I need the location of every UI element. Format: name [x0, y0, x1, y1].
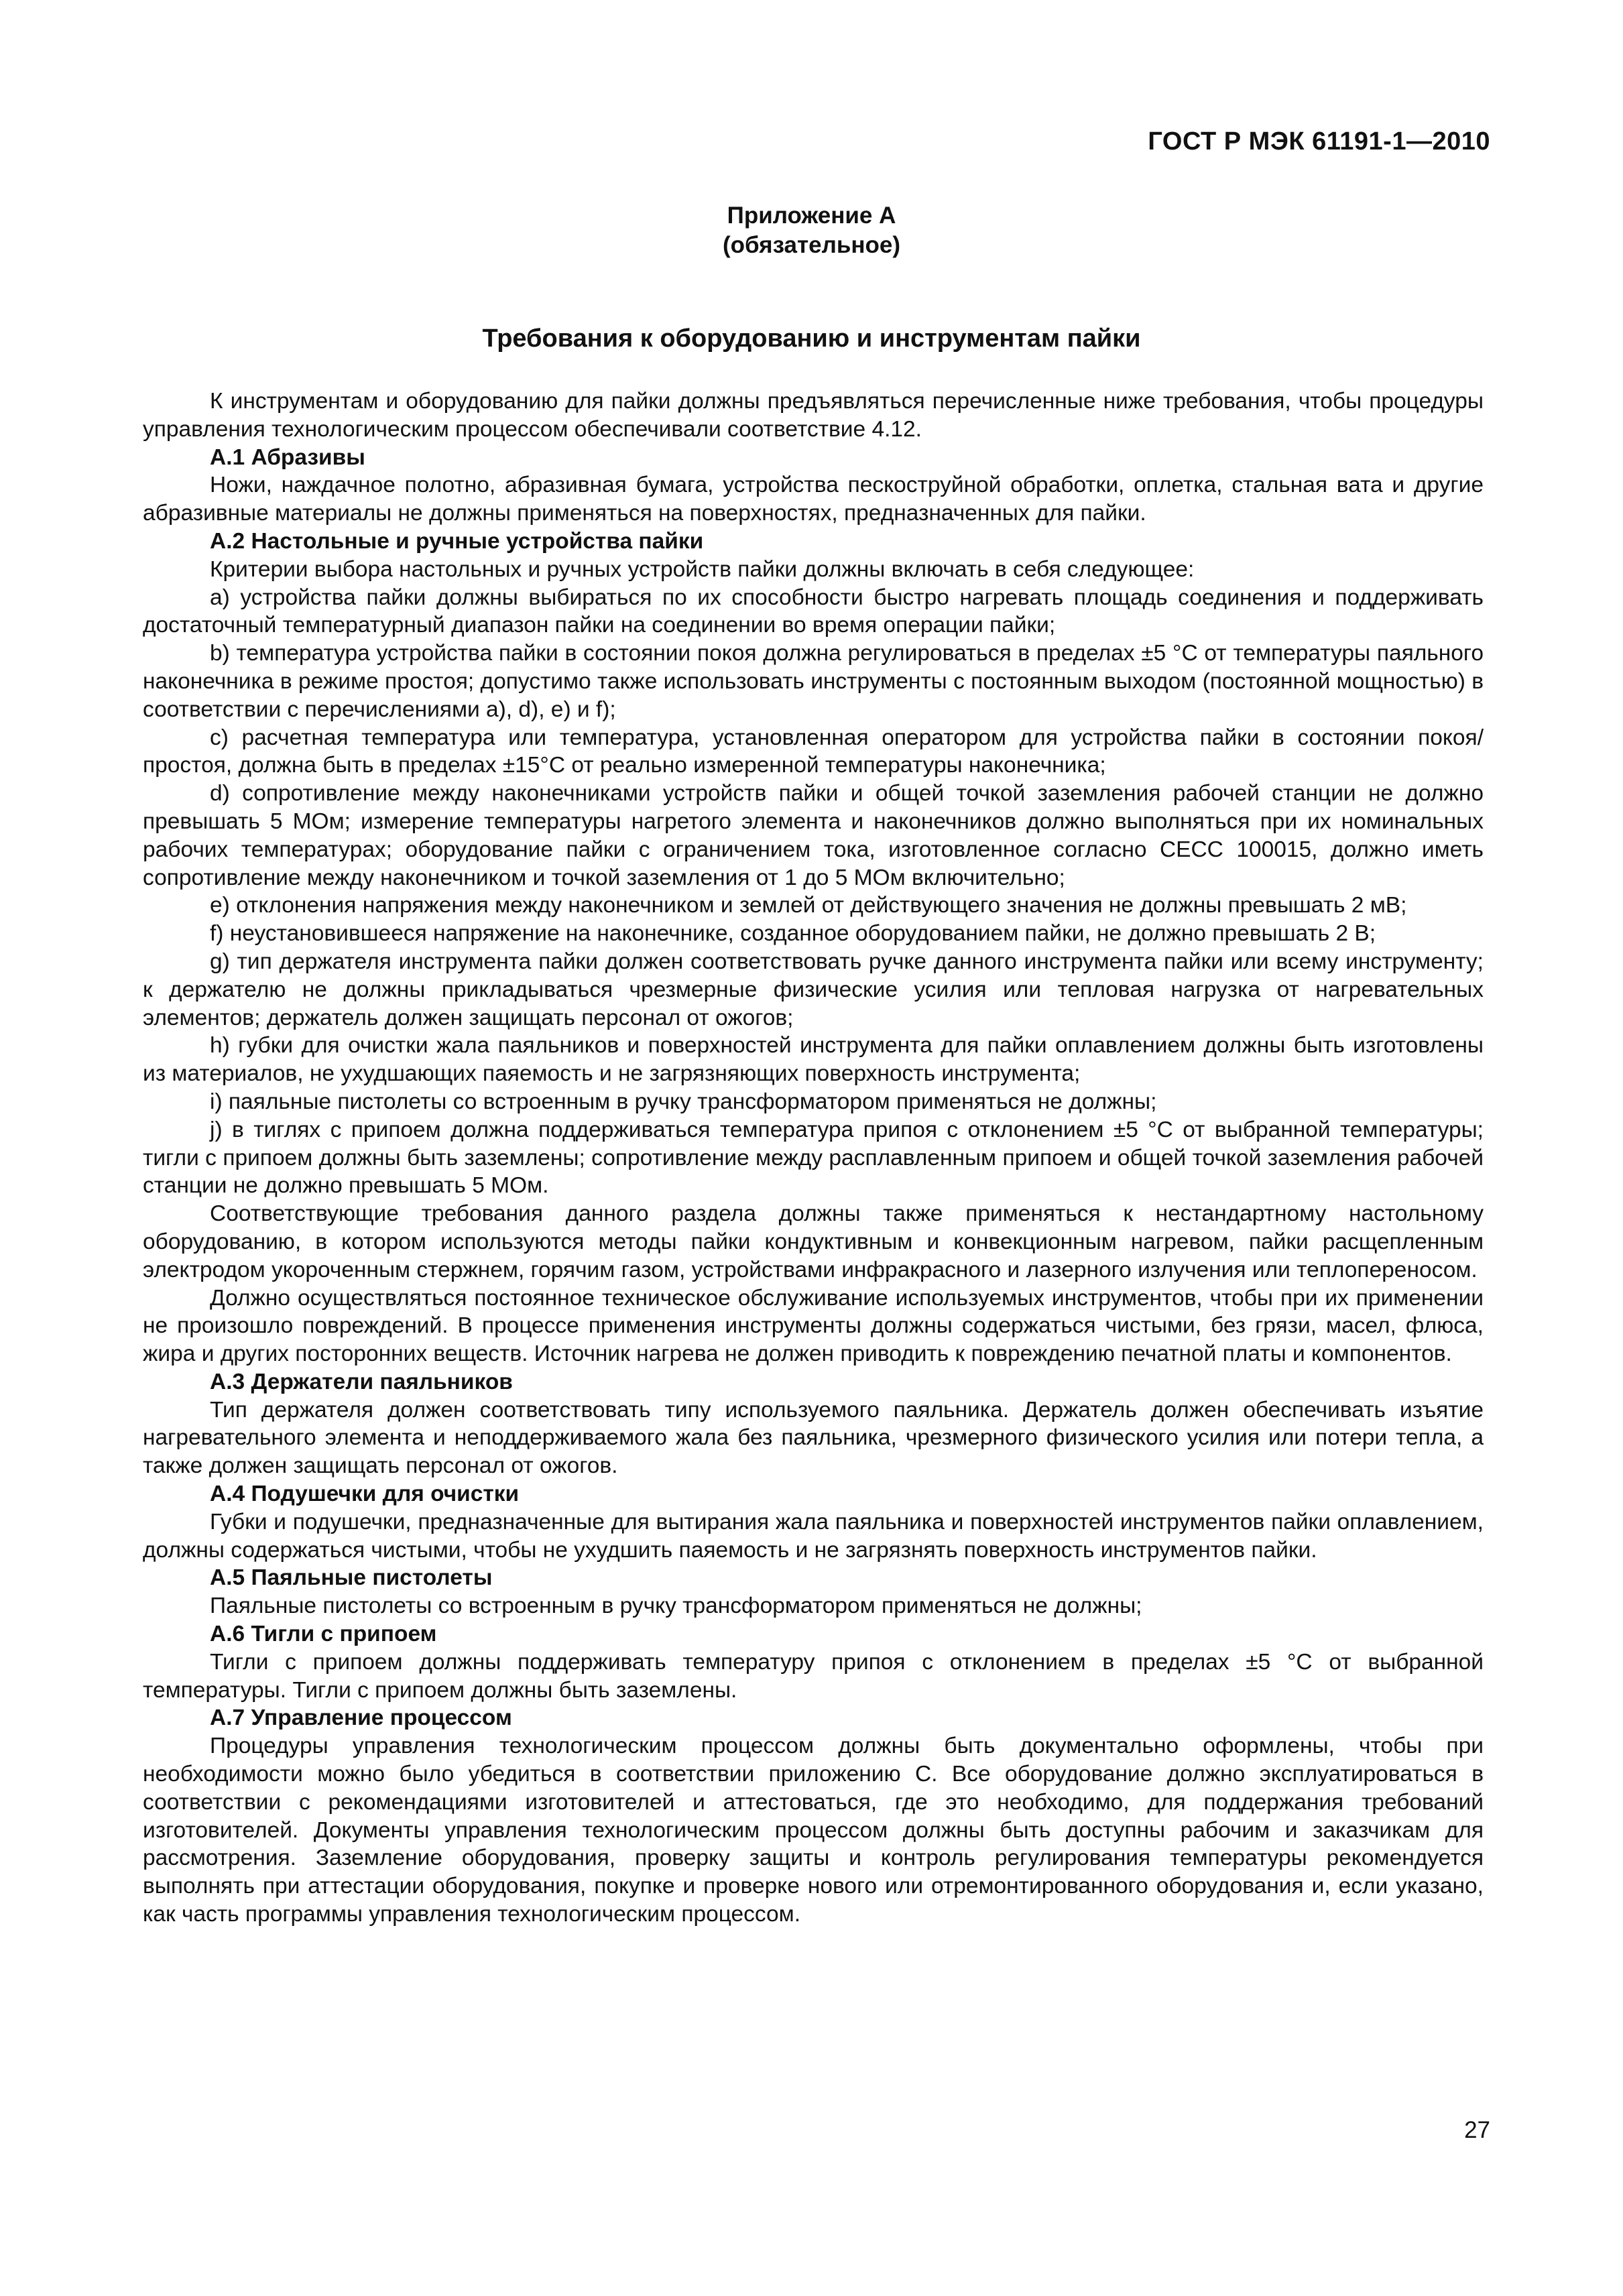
section-a2-title: А.2 Настольные и ручные устройства пайки: [210, 528, 704, 554]
section-a3-title: А.3 Держатели паяльников: [210, 1369, 513, 1394]
section-a7-title: А.7 Управление процессом: [210, 1705, 512, 1731]
intro-paragraph: К инструментам и оборудованию для пайки должны предъявляться перечисленные ниже требования, чтобы процедуры управления технологическим процессом обеспечивали соответствие 4.12.: [143, 389, 1484, 442]
list-item-i: i) паяльные пистолеты со встроенным в ручку трансформатором применяться не должны;: [210, 1089, 1157, 1114]
list-item-j: j) в тиглях с припоем должна поддерживаться температура припоя с отклонением ±5 °С от выбранной температуры; тигли с припоем должны быть заземлены; сопротивление между расплавленным припоем и общей точкой заземления рабочей станции не должно превышать 5 МОм.: [143, 1117, 1484, 1199]
section-a6-title: А.6 Тигли с припоем: [210, 1622, 437, 1647]
section-a6-text: Тигли с припоем должны поддерживать температуру припоя с отклонением в пределах ±5 °С от выбранной температуры. Тигли с припоем должны быть заземлены.: [143, 1649, 1484, 1703]
document-code: ГОСТ Р МЭК 61191-1—2010: [1148, 127, 1490, 156]
list-item-g: g) тип держателя инструмента пайки должен соответствовать ручке данного инструмента пайки или всему инструменту; к держателю не должны прикладываться чрезмерные физические усилия или тепловая нагрузка от нагревательных элементов; держатель должен защищать персонал от ожогов;: [143, 949, 1484, 1030]
document-body: [143, 387, 1484, 1929]
list-item-a: а) устройства пайки должны выбираться по их способности быстро нагревать площадь соединения и поддерживать достаточный температурный диапазон пайки на соединении во время операции пайки;: [143, 585, 1484, 638]
section-a4-text: Губки и подушечки, предназначенные для вытирания жала паяльника и поверхностей инструментов пайки оплавлением, должны содержаться чистыми, чтобы не ухудшить паяемость и не загрязнять поверхность инструментов пайки.: [143, 1509, 1484, 1563]
appendix-title-block: [0, 201, 1623, 260]
section-a2-paragraph-2: Должно осуществляться постоянное техническое обслуживание используемых инструментов, чтобы при их применении не произошло повреждений. В процессе применения инструменты должны содержаться чистыми, без грязи, масел, флюса, жира и других посторонних веществ. Источник нагрева не должен приводить к повреждению печатной платы и компонентов.: [143, 1285, 1484, 1367]
appendix-status: (обязательное): [722, 232, 900, 258]
appendix-title: Приложение А: [727, 202, 896, 229]
list-item-e: е) отклонения напряжения между наконечником и землей от действующего значения не должны превышать 2 мВ;: [210, 893, 1407, 918]
section-a2-intro: Критерии выбора настольных и ручных устройств пайки должны включать в себя следующее:: [210, 556, 1195, 582]
section-a5-text: Паяльные пистолеты со встроенным в ручку трансформатором применяться не должны;: [210, 1593, 1142, 1619]
section-a3-text: Тип держателя должен соответствовать типу используемого паяльника. Держатель должен обеспечивать изъятие нагревательного элемента и неподдерживаемого жала без паяльника, чрезмерного физического усилия или потери тепла, а также должен защищать персонал от ожогов.: [143, 1397, 1484, 1479]
list-item-b: b) температура устройства пайки в состоянии покоя должна регулироваться в пределах ±5 °С от температуры паяльного наконечника в режиме простоя; допустимо также использовать инструменты с постоянным выходом (постоянной мощностью) в соответствии с перечислениями а), d), е) и f);: [143, 641, 1484, 722]
section-heading: Требования к оборудованию и инструментам пайки: [482, 324, 1141, 353]
list-item-c: с) расчетная температура или температура, установленная оператором для устройства пайки в состоянии покоя/простоя, должна быть в пределах ±15°С от реально измеренной температуры наконечника;: [143, 725, 1484, 778]
section-a1-title: А.1 Абразивы: [210, 444, 365, 470]
list-item-h: h) губки для очистки жала паяльников и поверхностей инструмента для пайки оплавлением должны быть изготовлены из материалов, не ухудшающих паяемость и не загрязняющих поверхность инструмента;: [143, 1033, 1484, 1087]
section-a2-paragraph-1: Соответствующие требования данного раздела должны также применяться к нестандартному настольному оборудованию, в котором используются методы пайки кондуктивным и конвекционным нагревом, пайки расщепленным электродом укороченным стержнем, горячим газом, устройствами инфракрасного и лазерного излучения или теплопереносом.: [143, 1201, 1484, 1282]
list-item-d: d) сопротивление между наконечниками устройств пайки и общей точкой заземления рабочей станции не должно превышать 5 МОм; измерение температуры нагретого элемента и наконечников должно выполняться при их номинальных рабочих температурах; оборудование пайки с ограничением тока, изготовленное согласно СЕСС 100015, должно иметь сопротивление между наконечником и точкой заземления от 1 до 5 МОм включительно;: [143, 781, 1484, 890]
section-a1-text: Ножи, наждачное полотно, абразивная бумага, устройства пескоструйной обработки, оплетка, стальная вата и другие абразивные материалы не должны применяться на поверхностях, предназначенных для пайки.: [143, 473, 1484, 526]
section-a4-title: А.4 Подушечки для очистки: [210, 1482, 520, 1507]
page-number: 27: [1464, 2117, 1490, 2143]
list-item-f: f) неустановившееся напряжение на наконечнике, созданное оборудованием пайки, не должно превышать 2 В;: [210, 921, 1376, 947]
section-a5-title: А.5 Паяльные пистолеты: [210, 1565, 493, 1591]
section-a7-text: Процедуры управления технологическим процессом должны быть документально оформлены, чтобы при необходимости можно было убедиться в соответствии приложению С. Все оборудование должно эксплуатироваться в соответствии с рекомендациями изготовителей и аттестоваться, где это необходимо, для поддержания требований изготовителей. Документы управления технологическим процессом должны быть доступны рабочим и заказчикам для рассмотрения. Заземление оборудования, проверку защиты и контроль регулирования температуры рекомендуется выполнять при аттестации оборудования, покупке и проверке нового или отремонтированного оборудования и, если указано, как часть программы управления технологическим процессом.: [143, 1734, 1484, 1927]
